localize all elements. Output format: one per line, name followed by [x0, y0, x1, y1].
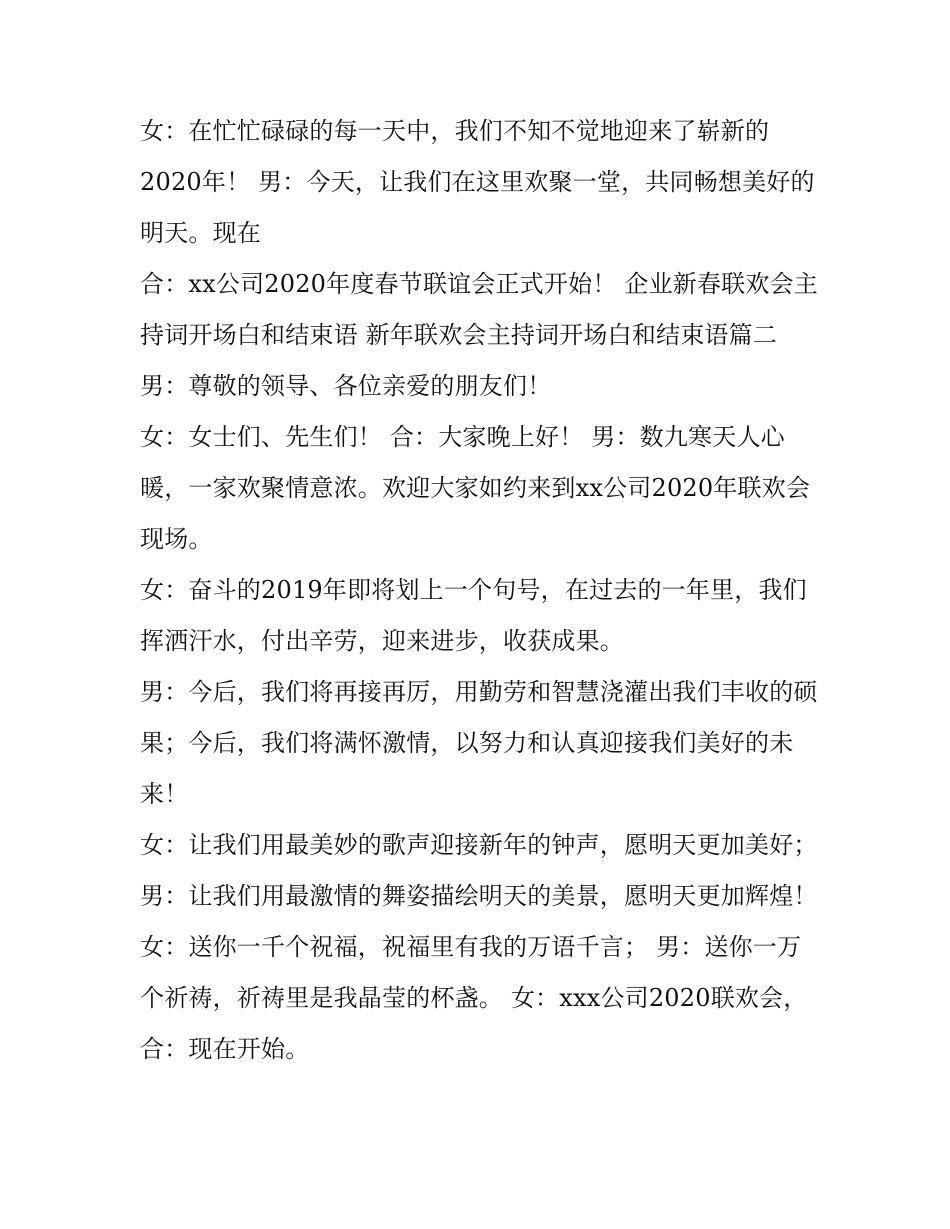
paragraph-6: 女：让我们用最美妙的歌声迎接新年的钟声，愿明天更加美好； 男：让我们用最激情的舞姿描绘明天的美景，愿明天更加辉煌！ [140, 831, 818, 910]
document-body [140, 106, 820, 1075]
paragraph-1: 女：在忙忙碌碌的每一天中，我们不知不觉地迎来了崭新的2020年！ 男：今天，让我们在这里欢聚一堂，共同畅想美好的明天。现在 [140, 117, 815, 247]
paragraph-4: 女：奋斗的2019年即将划上一个句号，在过去的一年里，我们挥洒汗水，付出辛劳，迎来进步，收获成果。 [140, 576, 807, 655]
paragraph-3: 女：女士们、先生们！ 合：大家晚上好！ 男：数九寒天人心暖，一家欢聚情意浓。欢迎大家如约来到xx公司2020年联欢会现场。 [140, 423, 811, 553]
paragraph-2: 合：xx公司2020年度春节联谊会正式开始！ 企业新春联欢会主持词开场白和结束语 新年联欢会主持词开场白和结束语篇二 男：尊敬的领导、各位亲爱的朋友们！ [140, 270, 818, 400]
paragraph-7: 女：送你一千个祝福，祝福里有我的万语千言； 男：送你一万个祈祷，祈祷里是我晶莹的杯盏。 女：xxx公司2020联欢会， 合：现在开始。 [140, 933, 808, 1063]
paragraph-5: 男：今后，我们将再接再厉，用勤劳和智慧浇灌出我们丰收的硕果；今后，我们将满怀激情，以努力和认真迎接我们美好的未来！ [140, 678, 818, 808]
